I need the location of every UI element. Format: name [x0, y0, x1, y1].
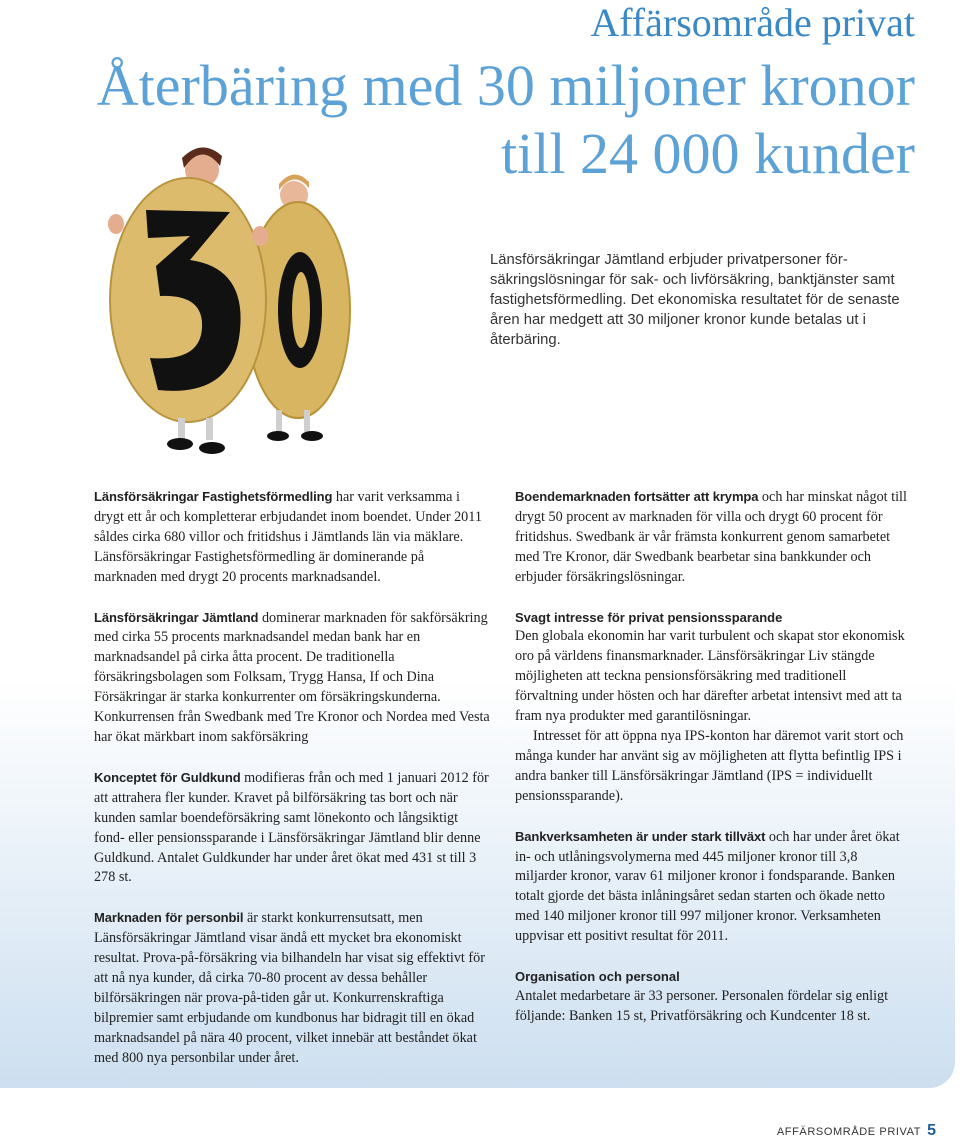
paragraph-lead: Konceptet för Guldkund [94, 769, 241, 785]
leg [178, 418, 185, 440]
shoe [199, 442, 225, 454]
headline-line-1: Återbäring med 30 miljoner kronor [96, 53, 915, 118]
paragraph-jamtland [94, 608, 490, 748]
page-number: 5 [927, 1122, 936, 1139]
paragraph-body: Den globala ekonomin har varit turbulent och skapat stor ekonomisk oro på världens finansmarknader. Länsförsäkringar Liv stängde möjligheten att teckna pensionsförsäkring med traditionell förvaltning under hösten och har därefter arbetat intensivt med att ta fram nya produkter med garantilösningar. [515, 628, 905, 725]
paragraph-guldkund [94, 768, 490, 888]
page-footer [777, 1122, 936, 1140]
section-title: Affärsområde privat [590, 0, 915, 45]
leg [304, 410, 310, 432]
paragraph-body: har varit verksamma i drygt ett år och kompletterar erbjudandet inom boendet. Under 2011 såldes cirka 680 villor och fritidshus i Jämtlands län via mäklare. Länsförsäkringar Fastighetsförmedling är dominerande på marknaden med drygt 20 procents marknadsandel. [94, 489, 482, 585]
left-column [94, 487, 490, 1089]
paragraph-lead: Länsförsäkringar Fastighetsförmedling [94, 489, 333, 504]
shoe [301, 431, 323, 441]
zero-hole [292, 272, 310, 348]
costume-photo [98, 140, 388, 462]
headline-line-2: till 24 000 kunder [500, 121, 915, 186]
paragraph-body: modifieras från och med 1 januari 2012 för att attrahera fler kunder. Kravet på bilförsäkring tas bort och när kunden samlar boendeförsäkring samt lönekonto och långsiktigt fond- eller pensionssparande i Länsförsäkringar Jämtland blir denne Guldkund. Antalet Guldkunder har under året ökat med 431 st till 3 278 st. [94, 769, 489, 886]
paragraph-body: Antalet medarbetare är 33 personer. Personalen fördelar sig enligt följande: Banken 15 st, Privatförsäkring och Kundcenter 18 st. [515, 987, 889, 1024]
paragraph-body: är starkt konkurrensutsatt, men Länsförsäkringar Jämtland visar ändå ett mycket bra ekonomiskt resultat. Prova-på-försäkring via bilhandeln har visat sig effektivt för att nå nya kunder, då cirka 70-80 procent av dessa behåller bilförsäkringen när prova-på-tiden går ut. Konkurrenskraftiga bilpremier samt erbjudande om kundbonus har bidragit till en ökad marknadsandel på nära 40 procent, vilket innebär att beståndet ökat med 800 nya personbilar under året. [94, 910, 485, 1066]
paragraph-body: och har under året ökat in- och utlåningsvolymerna med 445 miljoner kronor till 3,8 miljarder kronor, varav 61 miljoner kronor i fondsparande. Banken totalt gjorde det bästa inlåningsåret sedan starten och ökade netto med 140 miljoner kronor till 997 miljoner kronor. Verksamheten uppvisar ett positivt resultat för 2011. [515, 828, 900, 945]
shoe [167, 438, 193, 450]
paragraph-body: dominerar marknaden för sakförsäkring med cirka 55 procents marknadsandel medan bank har en marknadsandel på cirka åtta procent. De traditionella försäkringsbolagen som Folksam, Trygg Hansa, If och Dina Försäkringar är starka konkurrenter om försäkringskunderna. Konkurrensen från Swedbank med Tre Kronor och Nordea med Vesta har ökat märkbart inom sakförsäkring [94, 609, 490, 745]
paragraph-heading: Svagt intresse för privat pensionssparande [515, 609, 783, 625]
paragraph-boendemarknaden [515, 487, 911, 588]
paragraph-personbil [94, 908, 490, 1068]
paragraph-pensionssparande [515, 608, 911, 727]
right-column [515, 487, 911, 1047]
shoe [267, 431, 289, 441]
paragraph-lead: Boendemarknaden fortsätter att krympa [515, 489, 759, 504]
intro-text: Länsförsäkringar Jämtland erbjuder privatpersoner för-säkringslösningar för sak- och livförsäkring, banktjänster samt fastighetsförmedling. Det ekonomiska resultatet för de senaste åren har medgett att 30 miljoner kronor kunde betalas ut i återbäring. [490, 252, 900, 348]
hand [108, 214, 124, 234]
leg [276, 410, 282, 432]
paragraph-lead: Marknaden för personbil [94, 910, 244, 926]
paragraph-lead: Bankverksamheten är under stark tillväxt [515, 828, 766, 844]
paragraph-fastighetsformedling [94, 487, 490, 588]
paragraph-body: och har minskat något till drygt 50 procent av marknaden för villa och drygt 60 procent för fritidshus. Swedbank är vår främsta konkurrent genom samarbetet med Tre Kronor, där Swedbank bearbetar sina bankkunder och erbjuder försäkringslösningar. [515, 489, 907, 585]
paragraph-ips: Intresset för att öppna nya IPS-konton har däremot varit stort och många kunder har använt sig av möjligheten att flytta befintlig IPS i andra banker till Länsförsäkringar Jämtland (IPS = individuellt pensionssparande). [515, 727, 904, 804]
paragraph-lead: Länsförsäkringar Jämtland [94, 609, 259, 625]
paragraph-heading: Organisation och personal [515, 969, 680, 985]
leg [206, 418, 213, 440]
paragraph-bankverksamheten [515, 827, 911, 947]
paragraph-organisation [515, 967, 911, 1027]
footer-section-label: AFFÄRSOMRÅDE PRIVAT [776, 1126, 922, 1138]
hand [252, 226, 268, 246]
